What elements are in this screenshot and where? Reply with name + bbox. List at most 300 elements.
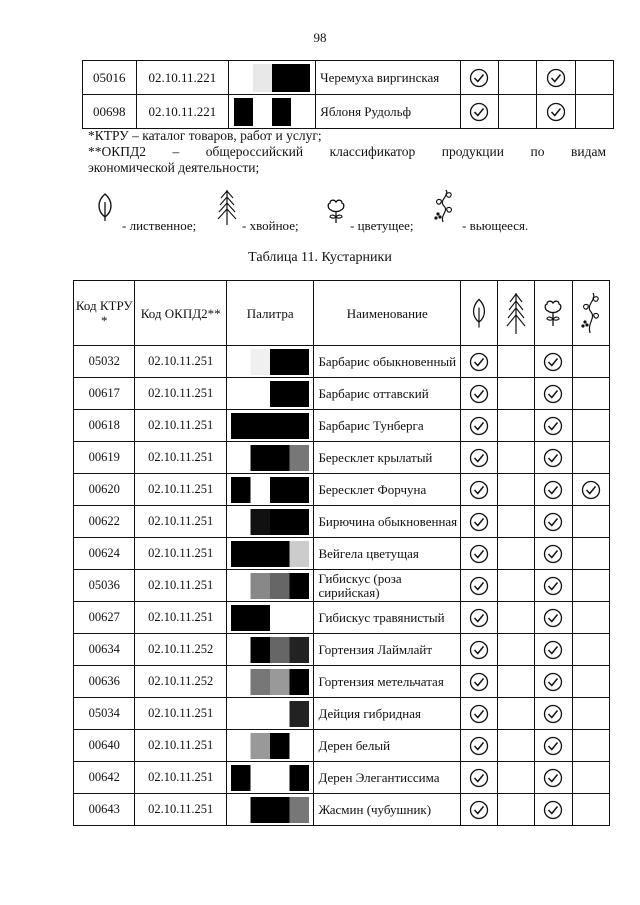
check-icon: [581, 480, 601, 500]
header-name: Наименование: [314, 281, 461, 346]
cell-code-ktru: 05034: [74, 698, 135, 730]
table-header-row: [74, 281, 610, 346]
palette-swatches: [231, 477, 309, 503]
check-icon: [543, 416, 563, 436]
check-icon: [543, 448, 563, 468]
check-icon: [543, 576, 563, 596]
cell-name: Барбарис обыкновенный: [314, 346, 461, 378]
check-icon: [543, 672, 563, 692]
palette-swatch: [251, 573, 271, 599]
table-row: [83, 61, 614, 95]
cell-code-okpd2: 02.10.11.251: [135, 730, 227, 762]
cell-name: Бересклет Форчуна: [314, 474, 461, 506]
palette-swatch: [251, 541, 271, 567]
palette-swatch: [270, 637, 290, 663]
palette-swatch: [251, 701, 271, 727]
cell-coniferous: [498, 474, 535, 506]
table-row: [74, 346, 610, 378]
palette-swatch: [253, 98, 273, 126]
cell-coniferous: [498, 442, 535, 474]
cell-code-ktru: 00620: [74, 474, 135, 506]
flower-icon: [324, 198, 348, 224]
cell-name: Яблоня Рудольф: [316, 95, 460, 129]
cell-code-okpd2: 02.10.11.251: [135, 506, 227, 538]
palette-swatches: [231, 349, 309, 375]
footnotes: [88, 128, 606, 176]
check-icon: [469, 448, 489, 468]
palette-swatch: [231, 349, 251, 375]
cell-code-ktru: 05016: [83, 61, 137, 95]
cell-deciduous: [460, 61, 498, 95]
cell-flowering: [535, 442, 572, 474]
palette-swatch: [290, 701, 310, 727]
cell-code-ktru: 00634: [74, 634, 135, 666]
legend-coniferous-label: - хвойное;: [242, 218, 299, 233]
table-row: [74, 442, 610, 474]
table-row: [74, 474, 610, 506]
cell-code-ktru: 00618: [74, 410, 135, 442]
cell-coniferous: [498, 698, 535, 730]
cell-palette: [226, 410, 314, 442]
cell-flowering: [535, 602, 572, 634]
palette-swatches: [231, 381, 309, 407]
table-row: [74, 634, 610, 666]
cell-deciduous: [461, 634, 498, 666]
palette-swatch: [251, 733, 271, 759]
palette-swatches: [231, 413, 309, 439]
cell-deciduous: [461, 442, 498, 474]
check-icon: [469, 352, 489, 372]
palette-swatches: [231, 509, 309, 535]
cell-flowering: [535, 474, 572, 506]
cell-climbing: [572, 698, 609, 730]
check-icon: [546, 102, 566, 122]
palette-swatches: [234, 98, 310, 126]
palette-swatch: [231, 765, 251, 791]
palette-swatch: [231, 797, 251, 823]
table-row: [74, 378, 610, 410]
cell-coniferous: [498, 794, 535, 826]
header-code-ktru: Код КТРУ *: [74, 281, 135, 346]
cell-code-ktru: 00627: [74, 602, 135, 634]
cell-deciduous: [461, 762, 498, 794]
check-icon: [543, 352, 563, 372]
cell-name: Гибискус (роза сирийская): [314, 570, 461, 602]
cell-deciduous: [460, 95, 498, 129]
palette-swatches: [231, 797, 309, 823]
palette-swatch: [290, 381, 310, 407]
cell-code-okpd2: 02.10.11.221: [136, 61, 229, 95]
cell-flowering: [535, 634, 572, 666]
palette-swatches: [231, 669, 309, 695]
check-icon: [543, 640, 563, 660]
cell-deciduous: [461, 410, 498, 442]
legend-deciduous-label: - лиственное;: [122, 218, 197, 233]
palette-swatch: [251, 413, 271, 439]
table-row: [74, 666, 610, 698]
cell-name: Бересклет крылатый: [314, 442, 461, 474]
palette-swatches: [231, 733, 309, 759]
climbing-plant-icon: [579, 291, 603, 335]
cell-climbing: [572, 666, 609, 698]
palette-swatch: [290, 349, 310, 375]
palette-swatch: [290, 605, 310, 631]
cell-code-okpd2: 02.10.11.251: [135, 762, 227, 794]
table-row: [74, 410, 610, 442]
palette-swatches: [234, 64, 310, 92]
check-icon: [469, 512, 489, 532]
cell-code-okpd2: 02.10.11.251: [135, 346, 227, 378]
cell-code-ktru: 05036: [74, 570, 135, 602]
cell-name: Бирючина обыкновенная: [314, 506, 461, 538]
legend-flowering-label: - цветущее;: [350, 218, 414, 233]
table-row: [74, 570, 610, 602]
cell-palette: [229, 61, 316, 95]
palette-swatch: [251, 349, 271, 375]
palette-swatches: [231, 701, 309, 727]
palette-swatch: [231, 701, 251, 727]
cell-coniferous: [498, 506, 535, 538]
cell-palette: [226, 698, 314, 730]
cell-name: Дерен белый: [314, 730, 461, 762]
palette-swatch: [270, 733, 290, 759]
cell-name: Барбарис оттавский: [314, 378, 461, 410]
cell-palette: [226, 602, 314, 634]
table-title: Таблица 11. Кустарники: [248, 250, 392, 265]
palette-swatch: [272, 64, 292, 92]
check-icon: [543, 480, 563, 500]
check-icon: [469, 384, 489, 404]
cell-deciduous: [461, 346, 498, 378]
cell-flowering: [535, 538, 572, 570]
table-row: [74, 506, 610, 538]
flower-icon: [541, 299, 565, 327]
check-icon: [469, 480, 489, 500]
palette-swatch: [231, 733, 251, 759]
cell-code-okpd2: 02.10.11.221: [136, 95, 229, 129]
check-icon: [469, 768, 489, 788]
palette-swatch: [291, 98, 310, 126]
table-row: [74, 730, 610, 762]
cell-palette: [226, 442, 314, 474]
climbing-plant-icon: [432, 188, 456, 224]
palette-swatch: [251, 605, 271, 631]
conifer-icon: [505, 291, 527, 335]
cell-coniferous: [498, 570, 535, 602]
cell-code-ktru: 00636: [74, 666, 135, 698]
header-climbing: [572, 281, 609, 346]
cell-code-okpd2: 02.10.11.252: [135, 634, 227, 666]
palette-swatch: [290, 509, 310, 535]
check-icon: [543, 512, 563, 532]
cell-climbing: [572, 378, 609, 410]
check-icon: [469, 608, 489, 628]
cell-deciduous: [461, 794, 498, 826]
check-icon: [543, 800, 563, 820]
cell-coniferous: [498, 666, 535, 698]
cell-coniferous: [498, 602, 535, 634]
palette-swatch: [270, 349, 290, 375]
cell-code-okpd2: 02.10.11.251: [135, 410, 227, 442]
check-icon: [546, 68, 566, 88]
palette-swatch: [270, 413, 290, 439]
check-icon: [469, 544, 489, 564]
palette-swatch: [251, 509, 271, 535]
cell-climbing: [575, 95, 613, 129]
header-code-okpd2: Код ОКПД2**: [135, 281, 227, 346]
check-icon: [543, 704, 563, 724]
palette-swatch: [290, 669, 310, 695]
cell-name: Дейция гибридная: [314, 698, 461, 730]
header-deciduous: [461, 281, 498, 346]
cell-name: Черемуха виргинская: [316, 61, 460, 95]
cell-code-okpd2: 02.10.11.251: [135, 570, 227, 602]
cell-coniferous: [498, 634, 535, 666]
palette-swatches: [231, 637, 309, 663]
cell-name: Гортензия метельчатая: [314, 666, 461, 698]
palette-swatches: [231, 573, 309, 599]
check-icon: [469, 736, 489, 756]
palette-swatch: [291, 64, 310, 92]
palette-swatch: [231, 509, 251, 535]
cell-flowering: [535, 730, 572, 762]
cell-coniferous: [498, 538, 535, 570]
header-flowering: [535, 281, 572, 346]
cell-deciduous: [461, 474, 498, 506]
cell-code-ktru: 00642: [74, 762, 135, 794]
palette-swatch: [231, 413, 251, 439]
cell-name: Гортензия Лаймлайт: [314, 634, 461, 666]
palette-swatch: [270, 669, 290, 695]
palette-swatch: [270, 797, 290, 823]
cell-climbing: [575, 61, 613, 95]
footnote-okpd2: **ОКПД2 – общероссийский классификатор продукции по видам: [88, 144, 606, 159]
palette-swatch: [270, 765, 290, 791]
leaf-icon: [469, 296, 489, 330]
cell-name: Жасмин (чубушник): [314, 794, 461, 826]
page-number: 98: [313, 30, 327, 45]
cell-climbing: [572, 634, 609, 666]
palette-swatch: [231, 669, 251, 695]
palette-swatch: [270, 573, 290, 599]
palette-swatch: [234, 64, 254, 92]
cell-coniferous: [498, 346, 535, 378]
header-palette: Палитра: [226, 281, 314, 346]
palette-swatch: [290, 765, 310, 791]
table-row: [74, 538, 610, 570]
cell-climbing: [572, 538, 609, 570]
palette-swatches: [231, 605, 309, 631]
cell-climbing: [572, 570, 609, 602]
cell-climbing: [572, 730, 609, 762]
palette-swatch: [272, 98, 292, 126]
cell-code-okpd2: 02.10.11.251: [135, 538, 227, 570]
cell-code-ktru: 00622: [74, 506, 135, 538]
palette-swatch: [270, 509, 290, 535]
palette-swatch: [231, 477, 251, 503]
palette-swatch: [253, 64, 273, 92]
legend: [88, 188, 608, 234]
cell-name: Вейгела цветущая: [314, 538, 461, 570]
cell-palette: [226, 730, 314, 762]
leaf-icon: [94, 192, 116, 222]
palette-swatch: [270, 445, 290, 471]
cell-palette: [226, 634, 314, 666]
cell-flowering: [535, 346, 572, 378]
palette-swatch: [231, 637, 251, 663]
check-icon: [543, 768, 563, 788]
cell-coniferous: [498, 762, 535, 794]
palette-swatch: [231, 605, 251, 631]
legend-climbing-label: - вьющееся.: [462, 218, 529, 233]
check-icon: [543, 608, 563, 628]
continuation-table: [82, 60, 614, 129]
cell-code-ktru: 00698: [83, 95, 137, 129]
cell-code-ktru: 00624: [74, 538, 135, 570]
cell-code-okpd2: 02.10.11.251: [135, 602, 227, 634]
palette-swatch: [251, 765, 271, 791]
cell-flowering: [535, 378, 572, 410]
check-icon: [469, 640, 489, 660]
cell-climbing: [572, 346, 609, 378]
footnote-okpd2-continued: экономической деятельности;: [88, 160, 260, 175]
palette-swatch: [290, 445, 310, 471]
cell-deciduous: [461, 570, 498, 602]
cell-code-ktru: 00640: [74, 730, 135, 762]
cell-code-ktru: 00643: [74, 794, 135, 826]
palette-swatch: [251, 797, 271, 823]
palette-swatches: [231, 541, 309, 567]
cell-deciduous: [461, 506, 498, 538]
cell-flowering: [535, 570, 572, 602]
check-icon: [469, 68, 489, 88]
palette-swatch: [290, 413, 310, 439]
check-icon: [469, 576, 489, 596]
header-coniferous: [498, 281, 535, 346]
cell-palette: [229, 95, 316, 129]
cell-coniferous: [498, 61, 536, 95]
palette-swatch: [290, 477, 310, 503]
palette-swatch: [231, 445, 251, 471]
palette-swatch: [270, 701, 290, 727]
cell-code-ktru: 00617: [74, 378, 135, 410]
palette-swatch: [231, 573, 251, 599]
cell-coniferous: [498, 410, 535, 442]
cell-deciduous: [461, 666, 498, 698]
palette-swatch: [251, 381, 271, 407]
cell-coniferous: [498, 95, 536, 129]
cell-name: Барбарис Тунберга: [314, 410, 461, 442]
cell-palette: [226, 762, 314, 794]
cell-deciduous: [461, 730, 498, 762]
cell-flowering: [535, 506, 572, 538]
cell-palette: [226, 378, 314, 410]
palette-swatch: [270, 605, 290, 631]
palette-swatch: [251, 477, 271, 503]
table-row: [74, 602, 610, 634]
cell-code-ktru: 00619: [74, 442, 135, 474]
palette-swatch: [231, 541, 251, 567]
cell-deciduous: [461, 538, 498, 570]
cell-name: Гибискус травянистый: [314, 602, 461, 634]
cell-code-okpd2: 02.10.11.252: [135, 666, 227, 698]
cell-flowering: [535, 698, 572, 730]
palette-swatch: [290, 797, 310, 823]
cell-deciduous: [461, 602, 498, 634]
cell-palette: [226, 538, 314, 570]
cell-code-okpd2: 02.10.11.251: [135, 378, 227, 410]
cell-palette: [226, 346, 314, 378]
palette-swatch: [270, 541, 290, 567]
cell-palette: [226, 506, 314, 538]
conifer-icon: [216, 188, 238, 226]
palette-swatches: [231, 445, 309, 471]
palette-swatch: [251, 445, 271, 471]
palette-swatches: [231, 765, 309, 791]
footnote-ktru: *КТРУ – каталог товаров, работ и услуг;: [88, 128, 322, 143]
check-icon: [469, 704, 489, 724]
cell-code-okpd2: 02.10.11.251: [135, 442, 227, 474]
palette-swatch: [290, 637, 310, 663]
cell-code-okpd2: 02.10.11.251: [135, 474, 227, 506]
table-row: [74, 794, 610, 826]
cell-climbing: [572, 474, 609, 506]
check-icon: [469, 800, 489, 820]
cell-climbing: [572, 794, 609, 826]
cell-flowering: [535, 794, 572, 826]
cell-palette: [226, 794, 314, 826]
cell-climbing: [572, 442, 609, 474]
cell-climbing: [572, 602, 609, 634]
table-row: [83, 95, 614, 129]
cell-flowering: [537, 61, 575, 95]
cell-coniferous: [498, 730, 535, 762]
cell-climbing: [572, 410, 609, 442]
palette-swatch: [251, 669, 271, 695]
cell-flowering: [535, 666, 572, 698]
palette-swatch: [231, 381, 251, 407]
palette-swatch: [290, 573, 310, 599]
cell-deciduous: [461, 378, 498, 410]
cell-climbing: [572, 762, 609, 794]
palette-swatch: [270, 381, 290, 407]
palette-swatch: [270, 477, 290, 503]
check-icon: [543, 736, 563, 756]
shrubs-table: [73, 280, 610, 826]
check-icon: [543, 544, 563, 564]
cell-flowering: [535, 762, 572, 794]
table-row: [74, 762, 610, 794]
palette-swatch: [234, 98, 254, 126]
cell-palette: [226, 666, 314, 698]
cell-flowering: [537, 95, 575, 129]
cell-code-okpd2: 02.10.11.251: [135, 794, 227, 826]
cell-palette: [226, 570, 314, 602]
cell-flowering: [535, 410, 572, 442]
palette-swatch: [290, 541, 310, 567]
cell-climbing: [572, 506, 609, 538]
check-icon: [469, 672, 489, 692]
cell-name: Дерен Элегантиссима: [314, 762, 461, 794]
check-icon: [469, 102, 489, 122]
palette-swatch: [251, 637, 271, 663]
cell-code-okpd2: 02.10.11.251: [135, 698, 227, 730]
check-icon: [469, 416, 489, 436]
cell-code-ktru: 05032: [74, 346, 135, 378]
cell-palette: [226, 474, 314, 506]
palette-swatch: [290, 733, 310, 759]
table-row: [74, 698, 610, 730]
